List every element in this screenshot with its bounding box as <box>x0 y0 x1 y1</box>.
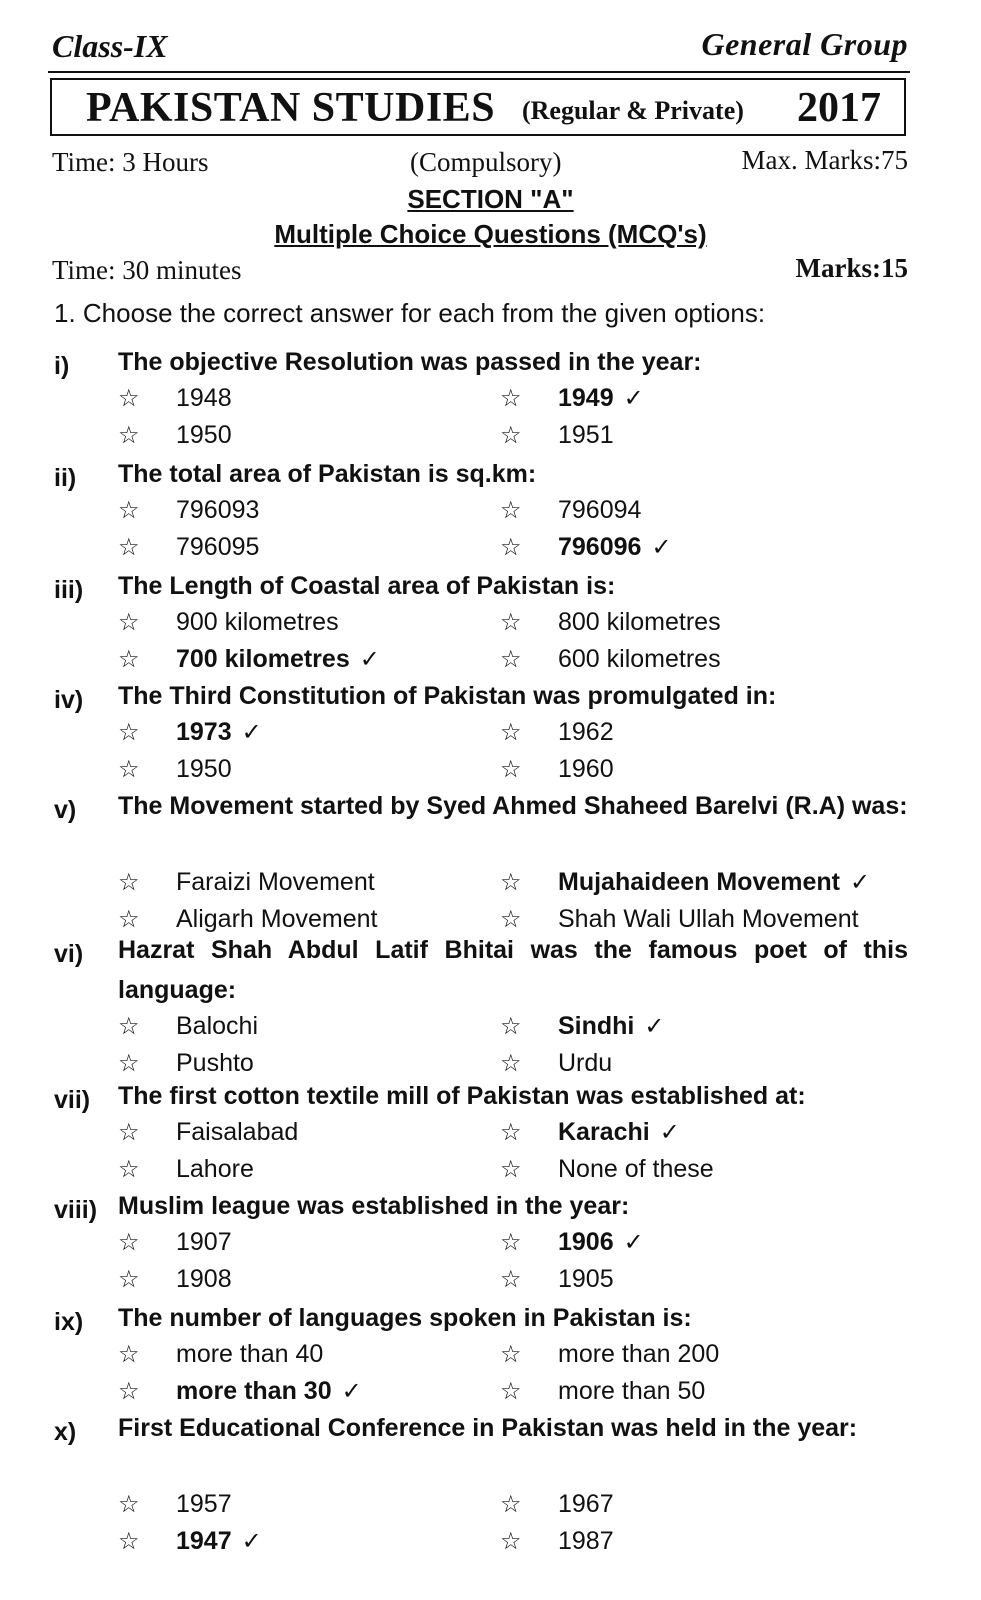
answer-option <box>118 1118 298 1147</box>
answer-option <box>118 718 262 747</box>
star-bullet-icon: ☆ <box>500 1013 522 1040</box>
answer-option-text: 796095 <box>176 533 260 561</box>
section-subtitle: Multiple Choice Questions (MCQ's) <box>274 219 707 249</box>
star-bullet-icon: ☆ <box>118 1528 140 1555</box>
answer-option <box>500 1049 612 1078</box>
answer-option <box>118 533 259 562</box>
answer-option-text: Pushto <box>176 1049 254 1077</box>
answer-option <box>500 718 614 747</box>
star-bullet-icon: ☆ <box>118 1341 140 1368</box>
checkmark-icon: ✓ <box>623 1229 644 1256</box>
star-bullet-icon: ☆ <box>500 1119 522 1146</box>
star-bullet-icon: ☆ <box>118 1119 140 1146</box>
star-bullet-icon: ☆ <box>118 646 140 673</box>
answer-option-text: 1949 <box>558 384 614 412</box>
answer-option <box>500 1490 614 1519</box>
answer-option <box>118 1228 232 1257</box>
star-bullet-icon: ☆ <box>118 609 140 636</box>
question-number: i) <box>54 352 70 380</box>
answer-option-text: Faisalabad <box>176 1118 299 1146</box>
star-bullet-icon: ☆ <box>500 1266 522 1293</box>
question-number: viii) <box>54 1196 98 1224</box>
group-label: General Group <box>701 26 908 62</box>
answer-option <box>500 1118 680 1147</box>
star-bullet-icon: ☆ <box>500 497 522 524</box>
answer-option-text: Shah Wali Ullah Movement <box>558 905 859 933</box>
answer-option-text: more than 50 <box>558 1377 706 1405</box>
answer-option-text: Mujahaideen Movement <box>558 868 840 896</box>
answer-option-text: Faraizi Movement <box>176 868 375 896</box>
answer-option-text: Karachi <box>558 1118 650 1146</box>
answer-option <box>500 533 672 562</box>
answer-option-text: more than 200 <box>558 1340 720 1368</box>
question-number: x) <box>54 1418 77 1446</box>
answer-option-text: 796094 <box>558 496 642 524</box>
instruction: 1. Choose the correct answer for each from the given options: <box>54 298 766 328</box>
star-bullet-icon: ☆ <box>118 497 140 524</box>
star-bullet-icon: ☆ <box>500 534 522 561</box>
star-bullet-icon: ☆ <box>500 609 522 636</box>
star-bullet-icon: ☆ <box>118 906 140 933</box>
question-number: vii) <box>54 1086 91 1114</box>
answer-option-text: 1907 <box>176 1228 232 1256</box>
answer-option <box>118 755 232 784</box>
star-bullet-icon: ☆ <box>118 385 140 412</box>
star-bullet-icon: ☆ <box>500 719 522 746</box>
answer-option <box>118 384 232 413</box>
answer-option-text: Balochi <box>176 1012 258 1040</box>
answer-option-text: 1962 <box>558 718 614 746</box>
answer-option-text: 1960 <box>558 755 614 783</box>
answer-option <box>118 645 380 674</box>
star-bullet-icon: ☆ <box>500 422 522 449</box>
checkmark-icon: ✓ <box>359 646 380 673</box>
answer-option-text: Sindhi <box>558 1012 635 1040</box>
checkmark-icon: ✓ <box>623 385 644 412</box>
answer-option <box>500 421 614 450</box>
star-bullet-icon: ☆ <box>500 1156 522 1183</box>
header-rule <box>48 71 910 73</box>
star-bullet-icon: ☆ <box>500 1528 522 1555</box>
star-bullet-icon: ☆ <box>500 1378 522 1405</box>
answer-option <box>118 1012 258 1041</box>
answer-option <box>118 421 232 450</box>
question-number: ix) <box>54 1308 84 1336</box>
star-bullet-icon: ☆ <box>500 1341 522 1368</box>
answer-option <box>118 608 339 637</box>
answer-option <box>118 868 375 897</box>
question-number: iii) <box>54 576 84 604</box>
answer-option-text: more than 40 <box>176 1340 324 1368</box>
star-bullet-icon: ☆ <box>500 646 522 673</box>
checkmark-icon: ✓ <box>241 1528 262 1555</box>
answer-option-text: 600 kilometres <box>558 645 721 673</box>
star-bullet-icon: ☆ <box>500 1491 522 1518</box>
section-marks: Marks:15 <box>795 253 908 283</box>
max-marks: Max. Marks:75 <box>741 145 908 175</box>
question-text: The Third Constitution of Pakistan was promulgated in: <box>118 682 777 710</box>
answer-option-text: 900 kilometres <box>176 608 339 636</box>
question-number: v) <box>54 796 77 824</box>
answer-option-text: 1908 <box>176 1265 232 1293</box>
subject-title: PAKISTAN STUDIES <box>86 85 496 131</box>
question-text: The Length of Coastal area of Pakistan is: <box>118 572 616 600</box>
answer-option <box>118 1527 262 1556</box>
answer-option <box>118 1377 362 1406</box>
star-bullet-icon: ☆ <box>118 1156 140 1183</box>
question-number: ii) <box>54 464 77 492</box>
question-text: The total area of Pakistan is sq.km: <box>118 460 537 488</box>
exam-year: 2017 <box>797 85 881 131</box>
star-bullet-icon: ☆ <box>118 1050 140 1077</box>
question-text: The Movement started by Syed Ahmed Shaheed Barelvi (R.A) was: <box>118 792 908 820</box>
star-bullet-icon: ☆ <box>118 869 140 896</box>
star-bullet-icon: ☆ <box>500 756 522 783</box>
answer-option <box>500 1377 705 1406</box>
answer-option-text: more than 30 <box>176 1377 332 1405</box>
star-bullet-icon: ☆ <box>500 869 522 896</box>
section-time: Time: 30 minutes <box>52 255 242 285</box>
answer-option <box>118 1265 232 1294</box>
answer-option <box>118 496 259 525</box>
checkmark-icon: ✓ <box>341 1378 362 1405</box>
question-number: vi) <box>54 940 84 968</box>
answer-option <box>500 1340 719 1369</box>
answer-option <box>118 1340 323 1369</box>
checkmark-icon: ✓ <box>651 534 672 561</box>
answer-option <box>500 645 721 674</box>
answer-option-text: Urdu <box>558 1049 613 1077</box>
star-bullet-icon: ☆ <box>500 385 522 412</box>
star-bullet-icon: ☆ <box>118 1491 140 1518</box>
answer-option <box>500 868 870 897</box>
answer-option-text: 1947 <box>176 1527 232 1555</box>
answer-option <box>500 1012 665 1041</box>
compulsory-label: (Compulsory) <box>410 147 562 177</box>
subject-mode: (Regular & Private) <box>522 96 744 125</box>
star-bullet-icon: ☆ <box>118 1013 140 1040</box>
answer-option <box>500 1527 614 1556</box>
answer-option <box>500 496 641 525</box>
answer-option <box>500 1228 644 1257</box>
answer-option <box>118 1490 232 1519</box>
answer-option <box>500 755 614 784</box>
answer-option <box>500 608 721 637</box>
answer-option-text: 1906 <box>558 1228 614 1256</box>
answer-option-text: 1948 <box>176 384 232 412</box>
checkmark-icon: ✓ <box>241 719 262 746</box>
answer-option <box>500 1155 714 1184</box>
answer-option-text: 1987 <box>558 1527 614 1555</box>
star-bullet-icon: ☆ <box>118 534 140 561</box>
star-bullet-icon: ☆ <box>118 1229 140 1256</box>
answer-option <box>500 1265 614 1294</box>
star-bullet-icon: ☆ <box>118 1378 140 1405</box>
answer-option-text: None of these <box>558 1155 714 1183</box>
answer-option-text: 700 kilometres <box>176 645 350 673</box>
question-text: The objective Resolution was passed in the year: <box>118 348 702 376</box>
question-text: The number of languages spoken in Pakistan is: <box>118 1304 692 1332</box>
star-bullet-icon: ☆ <box>118 422 140 449</box>
star-bullet-icon: ☆ <box>500 906 522 933</box>
answer-option-text: 1973 <box>176 718 232 746</box>
answer-option-text: 796096 <box>558 533 642 561</box>
answer-option <box>118 1049 254 1078</box>
question-text: Muslim league was established in the year: <box>118 1192 630 1220</box>
question-text: First Educational Conference in Pakistan was held in the year: <box>118 1414 858 1442</box>
answer-option-text: Lahore <box>176 1155 254 1183</box>
total-time: Time: 3 Hours <box>52 147 209 177</box>
answer-option <box>500 384 644 413</box>
answer-option-text: 800 kilometres <box>558 608 721 636</box>
answer-option-text: 1967 <box>558 1490 614 1518</box>
checkmark-icon: ✓ <box>644 1013 665 1040</box>
checkmark-icon: ✓ <box>659 1119 680 1146</box>
answer-option-text: Aligarh Movement <box>176 905 378 933</box>
star-bullet-icon: ☆ <box>118 719 140 746</box>
section-title: SECTION "A" <box>407 184 574 214</box>
answer-option-text: 796093 <box>176 496 260 524</box>
star-bullet-icon: ☆ <box>118 1266 140 1293</box>
answer-option <box>118 1155 254 1184</box>
star-bullet-icon: ☆ <box>500 1229 522 1256</box>
question-text: The first cotton textile mill of Pakistan was established at: <box>118 1082 806 1110</box>
checkmark-icon: ✓ <box>850 869 871 896</box>
answer-option-text: 1905 <box>558 1265 614 1293</box>
answer-option-text: 1951 <box>558 421 614 449</box>
class-label: Class-IX <box>52 28 168 64</box>
star-bullet-icon: ☆ <box>500 1050 522 1077</box>
answer-option-text: 1950 <box>176 755 232 783</box>
answer-option-text: 1957 <box>176 1490 232 1518</box>
star-bullet-icon: ☆ <box>118 756 140 783</box>
question-number: iv) <box>54 686 84 714</box>
question-text: Hazrat Shah Abdul Latif Bhitai was the famous poet of this language: <box>118 936 908 1004</box>
answer-option-text: 1950 <box>176 421 232 449</box>
